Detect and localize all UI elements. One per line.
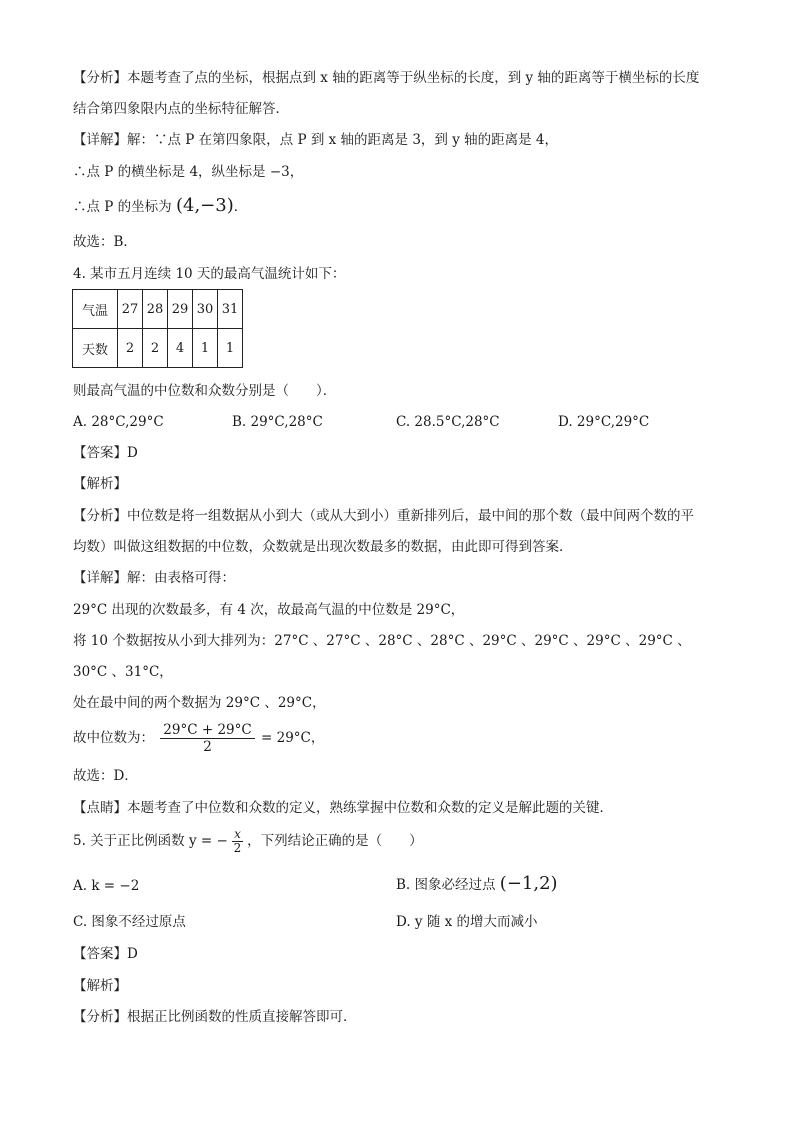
q4-detail-line3: 将 10 个数据按从小到大排列为：27°C 、27°C 、28°C 、28°C 、29°C 、29°C 、29°C 、29°C 、 bbox=[73, 633, 691, 649]
table-cell: 28 bbox=[143, 290, 168, 329]
q5-stem bbox=[73, 826, 423, 856]
q4-option-d: D. 29°C,29°C bbox=[558, 414, 650, 430]
table-row-label: 天数 bbox=[73, 329, 118, 368]
table-row-label: 气温 bbox=[73, 290, 118, 329]
temperature-table bbox=[72, 289, 243, 368]
q5-stem-fraction bbox=[232, 828, 243, 855]
q5-stem-suffix: ，下列结论正确的是（ ） bbox=[247, 833, 423, 849]
q3-choice: 故选：B． bbox=[73, 234, 137, 250]
q5-option-d: D. y 随 x 的增大而减小 bbox=[396, 914, 538, 930]
q3-detail-line3-suffix: ． bbox=[233, 199, 248, 215]
q4-detail-line5: 处在最中间的两个数据为 29°C 、29°C， bbox=[73, 695, 326, 711]
q5-answer: 【答案】D bbox=[73, 946, 138, 962]
table-row bbox=[73, 290, 243, 329]
q4-choice: 故选：D． bbox=[73, 768, 138, 784]
table-cell: 2 bbox=[118, 329, 143, 368]
median-fraction bbox=[160, 722, 254, 755]
q5-option-b-prefix: B. 图象必经过点 bbox=[396, 877, 500, 893]
table-cell: 27 bbox=[118, 290, 143, 329]
q3-analysis-line1: 【分析】本题考查了点的坐标，根据点到 x 轴的距离等于纵坐标的长度，到 y 轴的距离等于横坐标的长度 bbox=[73, 70, 700, 86]
median-fraction-denominator: 2 bbox=[203, 739, 212, 755]
q4-dianjing: 【点睛】本题考查了中位数和众数的定义，熟练掌握中位数和众数的定义是解此题的关键． bbox=[73, 800, 613, 816]
q3-analysis-line2: 结合第四象限内点的坐标特征解答． bbox=[73, 101, 289, 117]
q5-option-a: A. k = −2 bbox=[73, 878, 140, 894]
q4-stem: 4. 某市五月连续 10 天的最高气温统计如下： bbox=[73, 266, 346, 282]
q3-detail-line3-prefix: ∴点 P 的坐标为 bbox=[73, 199, 176, 215]
q3-coordinate-math: (4,−3) bbox=[175, 195, 234, 216]
q4-detail-line6 bbox=[73, 720, 324, 756]
q5-analysis: 【分析】根据正比例函数的性质直接解答即可． bbox=[73, 1009, 357, 1025]
table-row bbox=[73, 329, 243, 368]
table-cell: 1 bbox=[218, 329, 243, 368]
q4-detail-line4: 30°C 、31°C， bbox=[73, 664, 173, 680]
q3-detail-line1: 【详解】解：∵点 P 在第四象限，点 P 到 x 轴的距离是 3，到 y 轴的距离是 4， bbox=[73, 132, 558, 148]
q4-answer: 【答案】D bbox=[73, 445, 138, 461]
q4-option-a: A. 28°C,29°C bbox=[73, 414, 164, 430]
q4-question: 则最高气温的中位数和众数分别是（ ）． bbox=[73, 383, 337, 399]
median-fraction-numerator: 29°C + 29°C bbox=[160, 722, 254, 739]
q5-fraction-denominator: 2 bbox=[233, 841, 242, 855]
q4-detail-line6-prefix: 故中位数为： bbox=[73, 730, 154, 746]
q4-analysis-line1: 【分析】中位数是将一组数据从小到大（或从大到小）重新排列后，最中间的那个数（最中间两个数的平 bbox=[73, 508, 694, 524]
q3-detail-line3 bbox=[73, 196, 247, 217]
table-cell: 29 bbox=[168, 290, 193, 329]
table-cell: 30 bbox=[193, 290, 218, 329]
q5-jiexi: 【解析】 bbox=[73, 978, 127, 994]
q4-detail-line1: 【详解】解：由表格可得： bbox=[73, 570, 235, 586]
q3-detail-line2: ∴点 P 的横坐标是 4，纵坐标是 −3， bbox=[73, 164, 304, 180]
q4-detail-line6-suffix: = 29°C， bbox=[261, 730, 325, 746]
q5-option-b bbox=[396, 874, 558, 895]
table-cell: 31 bbox=[218, 290, 243, 329]
q5-stem-prefix: 5. 关于正比例函数 y = − bbox=[73, 833, 228, 849]
table-cell: 2 bbox=[143, 329, 168, 368]
table-cell: 1 bbox=[193, 329, 218, 368]
q5-fraction-numerator: x bbox=[234, 827, 241, 841]
q4-analysis-line2: 均数）叫做这组数据的中位数，众数就是出现次数最多的数据，由此即可得到答案． bbox=[73, 539, 573, 555]
q4-option-b: B. 29°C,28°C bbox=[232, 414, 323, 430]
q5-option-c: C. 图象不经过原点 bbox=[73, 914, 186, 930]
q4-jiexi: 【解析】 bbox=[73, 476, 127, 492]
table-cell: 4 bbox=[168, 329, 193, 368]
q5-option-b-point: (−1,2) bbox=[499, 873, 558, 894]
q4-detail-line2: 29°C 出现的次数最多，有 4 次，故最高气温的中位数是 29°C， bbox=[73, 602, 465, 618]
q4-option-c: C. 28.5°C,28°C bbox=[396, 414, 500, 430]
